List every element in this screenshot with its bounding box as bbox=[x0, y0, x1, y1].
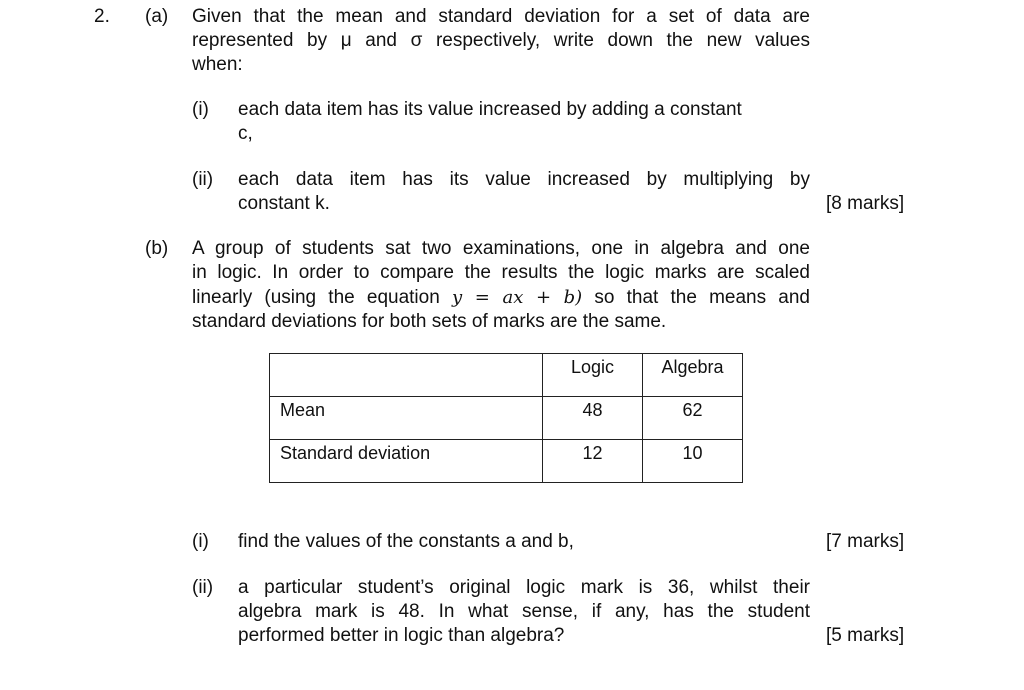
part-a-sub-i-line-1: each data item has its value increased by adding a constant bbox=[238, 99, 742, 120]
part-b-sub-ii-line-1: a particular student’s original logic mark is 36, whilst their bbox=[238, 577, 810, 598]
part-b-intro-line-1: A group of students sat two examinations, one in algebra and one bbox=[192, 238, 810, 259]
table-header-logic: Logic bbox=[543, 354, 643, 397]
part-b-intro-line-4: standard deviations for both sets of marks are the same. bbox=[192, 311, 667, 332]
table-row bbox=[270, 440, 743, 483]
part-a-sub-ii-label: (ii) bbox=[192, 169, 214, 190]
part-a-sub-i-label: (i) bbox=[192, 99, 209, 120]
mean-logic: 48 bbox=[543, 397, 643, 440]
statistics-table bbox=[269, 353, 743, 483]
part-b-sub-ii-line-2: algebra mark is 48. In what sense, if any, has the student bbox=[238, 601, 810, 622]
part-b-intro-line-2: in logic. In order to compare the results the logic marks are scaled bbox=[192, 262, 810, 283]
sd-algebra: 10 bbox=[643, 440, 743, 483]
part-b-label: (b) bbox=[145, 238, 169, 259]
question-number: 2. bbox=[94, 6, 110, 27]
marks-part-b-ii: [5 marks] bbox=[826, 625, 905, 646]
row-label-mean: Mean bbox=[270, 397, 543, 440]
sd-logic: 12 bbox=[543, 440, 643, 483]
part-b-intro-line-3-post: so that the means and bbox=[582, 287, 811, 308]
part-b-sub-ii-line-3: performed better in logic than algebra? bbox=[238, 625, 565, 646]
part-a-intro-line-2: represented by μ and σ respectively, write down the new values bbox=[192, 30, 810, 51]
table-header-row bbox=[270, 354, 743, 397]
part-a-sub-ii-line-2: constant k. bbox=[238, 193, 330, 214]
table-header-empty bbox=[270, 354, 543, 397]
table-row bbox=[270, 397, 743, 440]
table-header-algebra: Algebra bbox=[643, 354, 743, 397]
part-b-intro-line-3-pre: linearly (using the equation bbox=[192, 287, 452, 308]
part-b-intro-line-3 bbox=[192, 286, 810, 310]
part-a-intro-line-1: Given that the mean and standard deviation for a set of data are bbox=[192, 6, 810, 27]
part-a-sub-ii-line-1: each data item has its value increased by multiplying by bbox=[238, 169, 810, 190]
part-a-sub-i-line-2: c, bbox=[238, 123, 253, 144]
part-b-sub-ii-label: (ii) bbox=[192, 577, 214, 598]
marks-part-b-i: [7 marks] bbox=[826, 531, 905, 552]
mean-algebra: 62 bbox=[643, 397, 743, 440]
row-label-standard-deviation: Standard deviation bbox=[270, 440, 543, 483]
part-a-label: (a) bbox=[145, 6, 169, 27]
part-a-intro-line-3: when: bbox=[192, 54, 243, 75]
part-b-sub-i-label: (i) bbox=[192, 531, 209, 552]
marks-part-a: [8 marks] bbox=[826, 193, 905, 214]
part-b-sub-i-text: find the values of the constants a and b, bbox=[238, 531, 574, 552]
equation: y = ax + b) bbox=[451, 287, 583, 308]
